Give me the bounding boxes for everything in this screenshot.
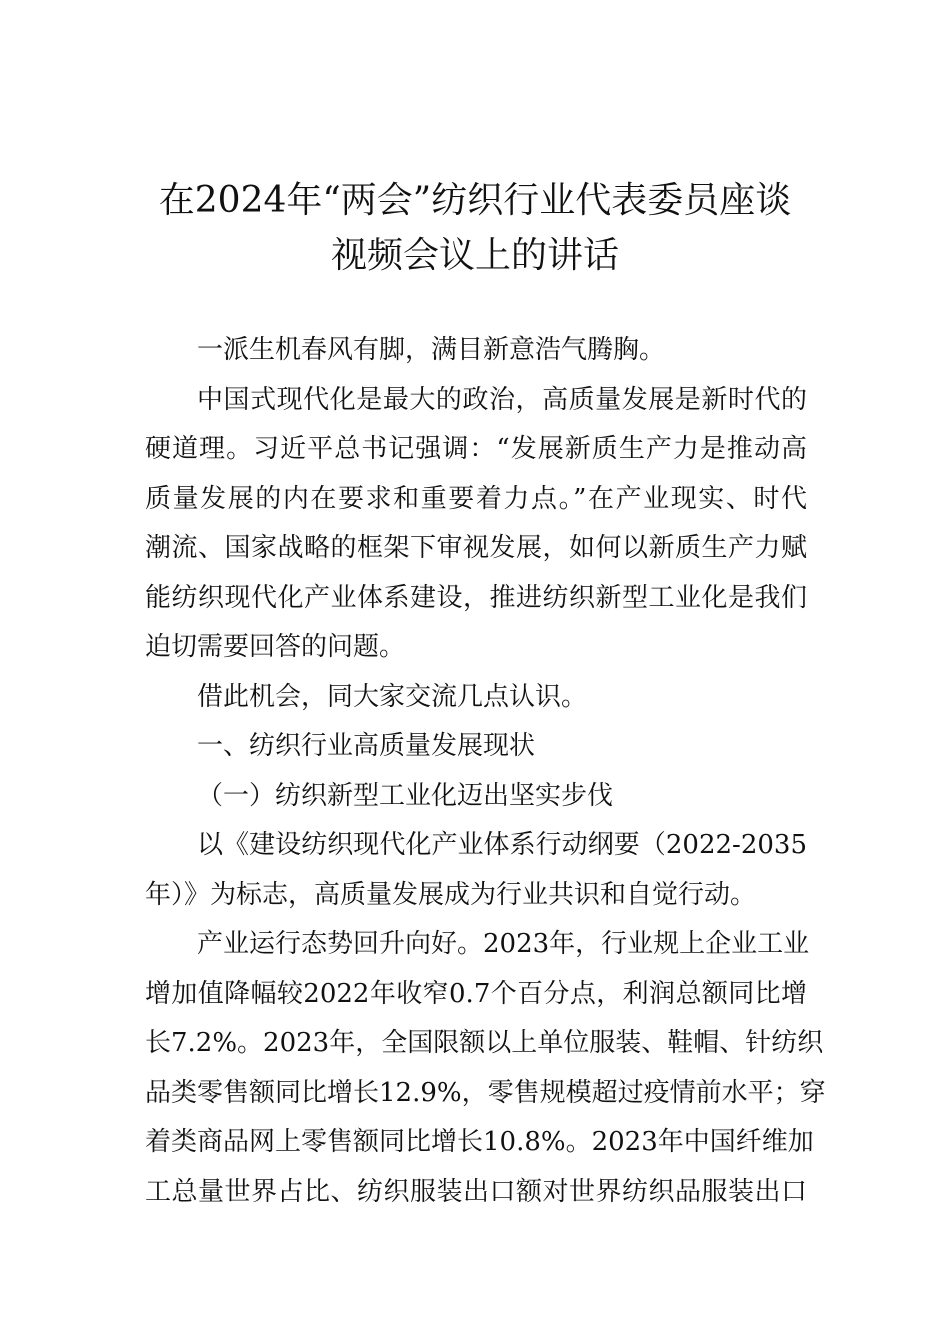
text-line: 工总量世界占比、纺织服装出口额对世界纺织品服装出口 <box>145 1176 807 1207</box>
text-line: 中国式现代化是最大的政治，高质量发展是新时代的 <box>197 384 807 415</box>
text-line: 年）》为标志，高质量发展成为行业共识和自觉行动。 <box>145 879 757 910</box>
text-line: 迫切需要回答的问题。 <box>145 632 406 662</box>
text-line: 借此机会，同大家交流几点认识。 <box>197 681 588 712</box>
text-line: 长7.2%。2023年，全国限额以上单位服装、鞋帽、针纺织 <box>145 1028 824 1058</box>
title-line-1: 在2024年“两会”纺织行业代表委员座谈 <box>158 180 792 221</box>
text-line: （一）纺织新型工业化迈出坚实步伐 <box>197 780 614 811</box>
text-line: 能纺织现代化产业体系建设，推进纺织新型工业化是我们 <box>145 582 807 613</box>
document-title <box>0 173 950 283</box>
text-line: 品类零售额同比增长12.9%，零售规模超过疫情前水平；穿 <box>145 1077 826 1108</box>
text-line: 一派生机春风有脚，满目新意浩气腾胸。 <box>197 335 666 365</box>
text-line: 潮流、国家战略的框架下审视发展，如何以新质生产力赋 <box>145 533 807 563</box>
text-line: 着类商品网上零售额同比增长10.8%。2023年中国纤维加 <box>145 1127 814 1157</box>
text-line: 一、纺织行业高质量发展现状 <box>197 731 536 761</box>
title-line-2: 视频会议上的讲话 <box>330 235 619 276</box>
text-line: 增加值降幅较2022年收窄0.7个百分点，利润总额同比增 <box>145 978 807 1009</box>
text-line: 硬道理。习近平总书记强调：“发展新质生产力是推动高 <box>145 434 807 464</box>
text-line: 以《建设纺织现代化产业体系行动纲要（2022-2035 <box>197 830 807 860</box>
text-line: 产业运行态势回升向好。2023年，行业规上企业工业 <box>197 929 810 959</box>
text-line: 质量发展的内在要求和重要着力点。”在产业现实、时代 <box>145 483 807 514</box>
document-body <box>145 326 826 1217</box>
